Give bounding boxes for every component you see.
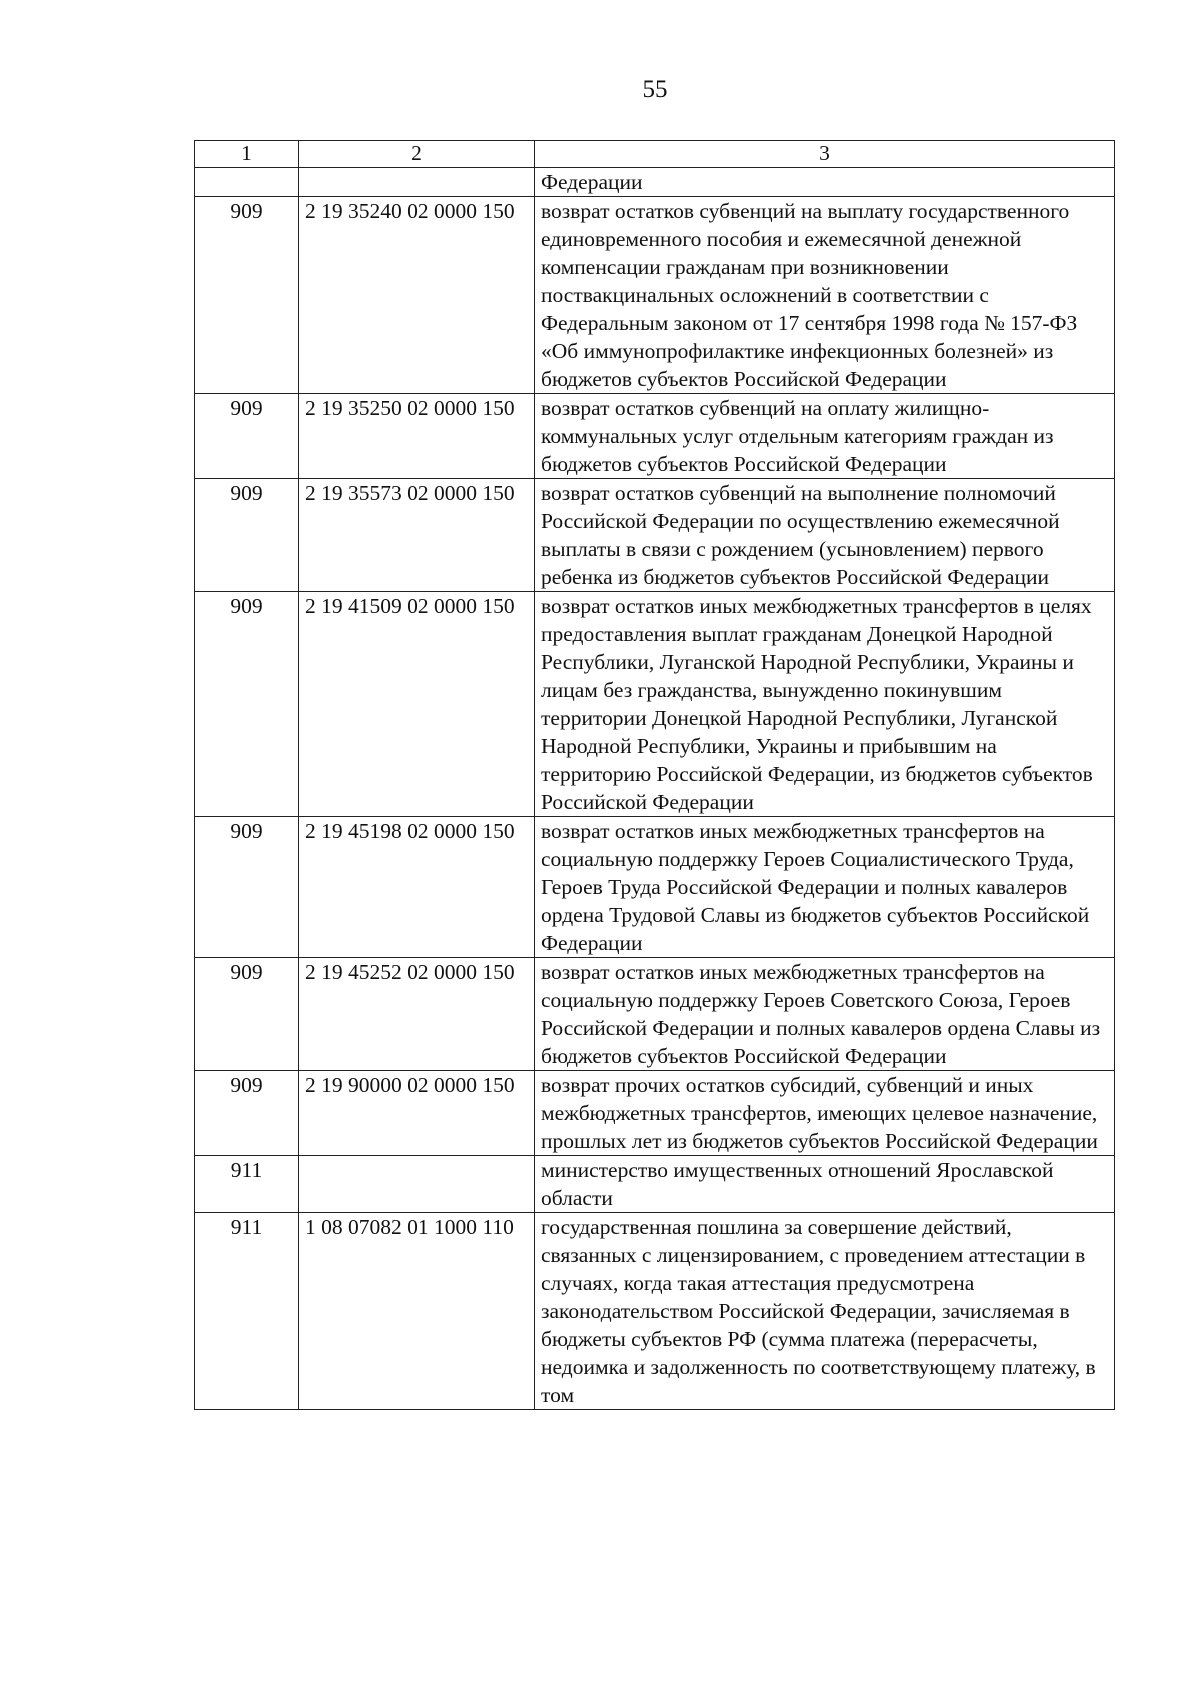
table-row xyxy=(195,1156,1115,1213)
org-code-cell: 911 xyxy=(195,1156,299,1213)
column-number-2: 2 xyxy=(299,141,535,168)
org-code-cell: 909 xyxy=(195,817,299,958)
budget-code-cell: 2 19 90000 02 0000 150 xyxy=(299,1071,535,1156)
description-cell: министерство имущественных отношений Ярославской области xyxy=(535,1156,1115,1213)
description-cell: возврат остатков субвенций на оплату жилищно-коммунальных услуг отдельным категориям граждан из бюджетов субъектов Российской Федерации xyxy=(535,394,1115,479)
description-cell: государственная пошлина за совершение действий, связанных с лицензированием, с проведением аттестации в случаях, когда такая аттестация предусмотрена законодательством Российской Федерации, зачисляемая в бюджеты субъектов РФ (сумма платежа (перерасчеты, недоимка и задолженность по соответствующему платежу, в том xyxy=(535,1213,1115,1410)
org-code-cell: 909 xyxy=(195,197,299,394)
org-code-cell: 909 xyxy=(195,1071,299,1156)
budget-code-cell: 2 19 35573 02 0000 150 xyxy=(299,479,535,592)
org-code-cell: 909 xyxy=(195,394,299,479)
column-number-3: 3 xyxy=(535,141,1115,168)
budget-code-cell: 2 19 45198 02 0000 150 xyxy=(299,817,535,958)
table-row xyxy=(195,958,1115,1071)
budget-code-cell: 2 19 41509 02 0000 150 xyxy=(299,592,535,817)
table-row xyxy=(195,168,1115,197)
description-cell: возврат остатков субвенций на выполнение полномочий Российской Федерации по осуществлению ежемесячной выплаты в связи с рождением (усыновлением) первого ребенка из бюджетов субъектов Российской Федерации xyxy=(535,479,1115,592)
table-row xyxy=(195,197,1115,394)
description-cell: возврат остатков иных межбюджетных трансфертов в целях предоставления выплат гражданам Донецкой Народной Республики, Луганской Народной Республики, Украины и лицам без гражданства, вынужденно покинувшим территории Донецкой Народной Республики, Луганской Народной Республики, Украины и прибывшим на территорию Российской Федерации, из бюджетов субъектов Российской Федерации xyxy=(535,592,1115,817)
org-code-cell: 909 xyxy=(195,592,299,817)
budget-codes-table xyxy=(194,140,1115,1410)
table-row xyxy=(195,1071,1115,1156)
org-code-cell: 909 xyxy=(195,958,299,1071)
table-row xyxy=(195,817,1115,958)
description-cell: возврат остатков иных межбюджетных трансфертов на социальную поддержку Героев Советского Союза, Героев Российской Федерации и полных кавалеров ордена Славы из бюджетов субъектов Российской Федерации xyxy=(535,958,1115,1071)
page-number: 55 xyxy=(642,76,668,103)
org-code-cell: 909 xyxy=(195,479,299,592)
table-row xyxy=(195,592,1115,817)
table-row xyxy=(195,394,1115,479)
table-row xyxy=(195,479,1115,592)
description-cell: возврат остатков субвенций на выплату государственного единовременного пособия и ежемесячной денежной компенсации гражданам при возникновении поствакцинальных осложнений в соответствии с Федеральным законом от 17 сентября 1998 года № 157-ФЗ «Об иммунопрофилактике инфекционных болезней» из бюджетов субъектов Российской Федерации xyxy=(535,197,1115,394)
budget-code-cell xyxy=(299,1156,535,1213)
budget-code-cell: 2 19 35240 02 0000 150 xyxy=(299,197,535,394)
description-cell: возврат прочих остатков субсидий, субвенций и иных межбюджетных трансфертов, имеющих целевое назначение, прошлых лет из бюджетов субъектов Российской Федерации xyxy=(535,1071,1115,1156)
budget-code-cell: 2 19 45252 02 0000 150 xyxy=(299,958,535,1071)
budget-code-cell xyxy=(299,168,535,197)
column-number-1: 1 xyxy=(195,141,299,168)
budget-code-cell: 1 08 07082 01 1000 110 xyxy=(299,1213,535,1410)
column-number-row xyxy=(195,141,1115,168)
org-code-cell xyxy=(195,168,299,197)
budget-code-cell: 2 19 35250 02 0000 150 xyxy=(299,394,535,479)
description-cell: возврат остатков иных межбюджетных трансфертов на социальную поддержку Героев Социалистического Труда, Героев Труда Российской Федерации и полных кавалеров ордена Трудовой Славы из бюджетов субъектов Российской Федерации xyxy=(535,817,1115,958)
description-cell: Федерации xyxy=(535,168,1115,197)
org-code-cell: 911 xyxy=(195,1213,299,1410)
table-row xyxy=(195,1213,1115,1410)
